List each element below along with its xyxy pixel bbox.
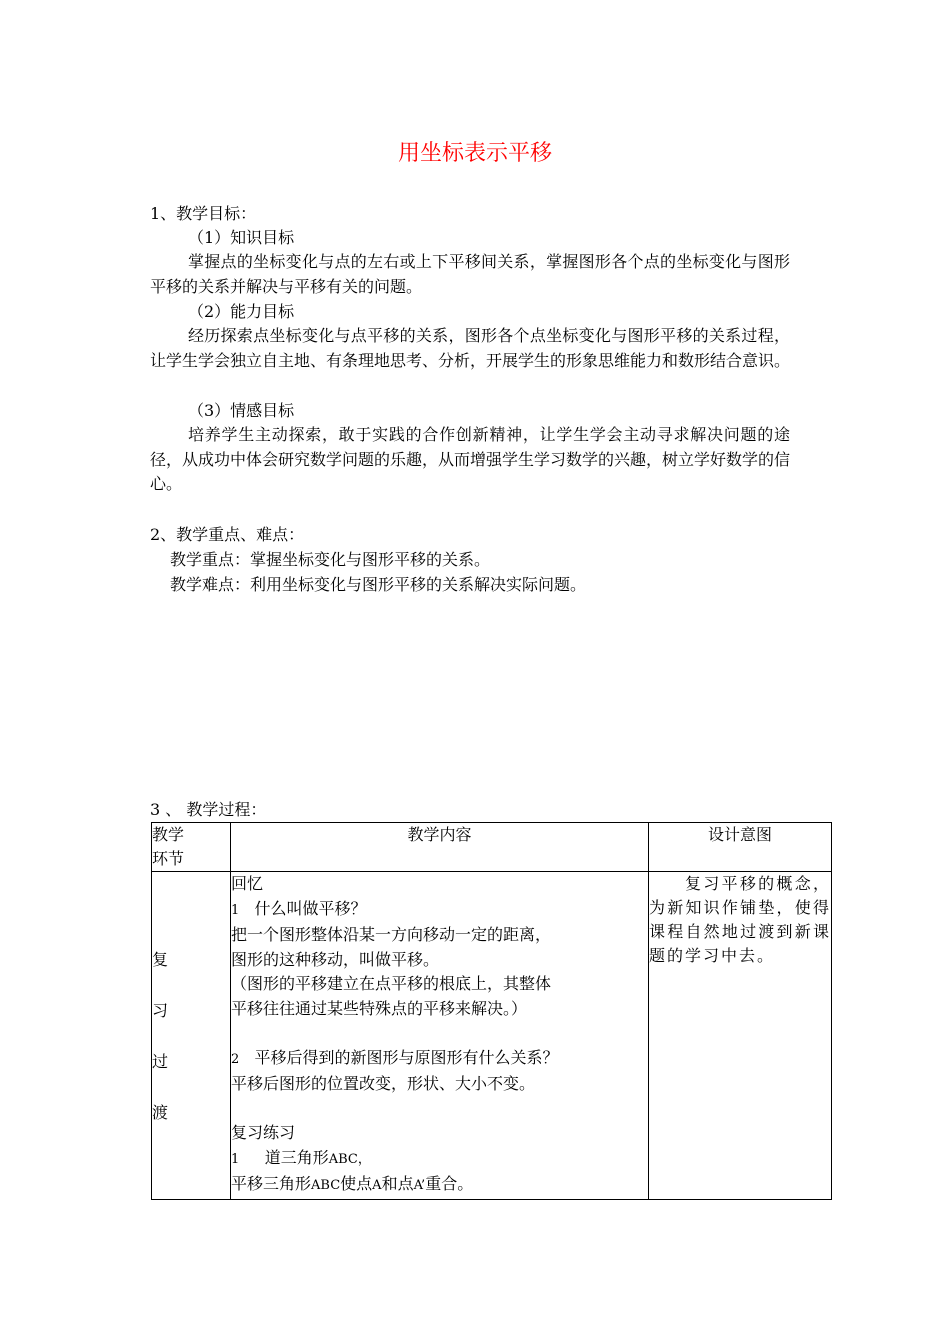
section-heading-process: 3 、 教学过程： [150, 800, 267, 819]
goal-text-emotion: 培养学生主动探索，敢于实践的合作创新精神，让学生学会主动寻求解决问题的途径，从成功中体会研究数学问题的乐趣，从而增强学生学习数学的兴趣，树立学好数学的信心。 [150, 425, 791, 493]
content-a1-line2: 图形的这种移动，叫做平移。 [231, 949, 440, 969]
stage-char: 习 [152, 1001, 169, 1020]
header-stage [152, 823, 231, 872]
content-q2 [231, 1046, 648, 1073]
q1-number: 1 [231, 902, 240, 918]
content-note-line1: （图形的平移建立在点平移的根底上，其整体 [231, 974, 552, 993]
lesson-process-table [151, 822, 832, 1200]
content-note-line2: 平移往往通过某些特殊点的平移来解决。） [231, 998, 528, 1018]
content-recall: 回忆 [231, 874, 264, 893]
header-stage-line2: 环节 [152, 849, 185, 868]
difficult-point: 教学难点：利用坐标变化与图形平移的关系解决实际问题。 [170, 575, 587, 594]
p2-text-d: 重合。 [425, 1174, 474, 1193]
content-q1 [231, 897, 648, 924]
page-title: 用坐标表示平移 [397, 141, 552, 166]
content-practice: 复习练习 [231, 1123, 296, 1142]
header-stage-line1: 教学 [152, 825, 185, 844]
p2-text-c: 和点 [381, 1174, 414, 1193]
goal-text-knowledge: 掌握点的坐标变化与点的左右或上下平移间关系，掌握图形各个点的坐标变化与图形平移的关系并解决与平移有关的问题。 [150, 252, 790, 296]
q1-text: 什么叫做平移？ [254, 898, 367, 918]
q2-text: 平移后得到的新图形与原图形有什么关系？ [254, 1047, 559, 1067]
header-content: 教学内容 [231, 823, 649, 872]
p2-point-a: A [372, 1178, 382, 1193]
content-a1-line1: 把一个图形整体沿某一方向移动一定的距离， [231, 925, 552, 944]
intent-text: 复习平移的概念，为新知识作铺垫，使得课程自然地过渡到新课题的学习中去。 [649, 874, 831, 965]
p2-point-a-prime: A’ [413, 1178, 426, 1193]
stage-char: 渡 [152, 1103, 169, 1122]
q2-number: 2 [231, 1051, 240, 1067]
goal-text-ability: 经历探索点坐标变化与点平移的关系，图形各个点坐标变化与图形平移的关系过程，让学生学会独立自主地、有条理地思考、分析，开展学生的形象思维能力和数形结合意识。 [150, 326, 791, 370]
p1-text: 道三角形 [264, 1147, 329, 1167]
table-row [152, 872, 832, 1200]
section-heading-keypoints: 2、教学重点、难点： [150, 525, 305, 544]
spacer [231, 1021, 648, 1046]
content-cell [231, 872, 649, 1200]
p2-text-b: 使点 [340, 1174, 373, 1193]
header-intent: 设计意图 [649, 823, 832, 872]
goal-label-knowledge: （1）知识目标 [188, 228, 295, 247]
content-p1 [231, 1146, 648, 1173]
goal-label-ability: （2）能力目标 [188, 302, 295, 321]
p2-abc: ABC [311, 1178, 341, 1193]
spacer [231, 1097, 648, 1122]
content-p2 [231, 1172, 648, 1199]
content-a2: 平移后图形的位置改变，形状、大小不变。 [231, 1074, 536, 1093]
p1-number: 1 [231, 1151, 240, 1167]
stage-char: 过 [152, 1052, 169, 1071]
stage-cell [152, 872, 231, 1200]
stage-char: 复 [152, 950, 169, 969]
key-point: 教学重点：掌握坐标变化与图形平移的关系。 [170, 550, 491, 569]
table-header-row [152, 823, 832, 872]
p1-abc: ABC， [328, 1151, 371, 1167]
goal-label-emotion: （3）情感目标 [188, 401, 295, 420]
section-heading-goals: 1、教学目标： [150, 204, 257, 223]
intent-cell [649, 872, 832, 1200]
p2-text-a: 平移三角形 [231, 1174, 312, 1193]
